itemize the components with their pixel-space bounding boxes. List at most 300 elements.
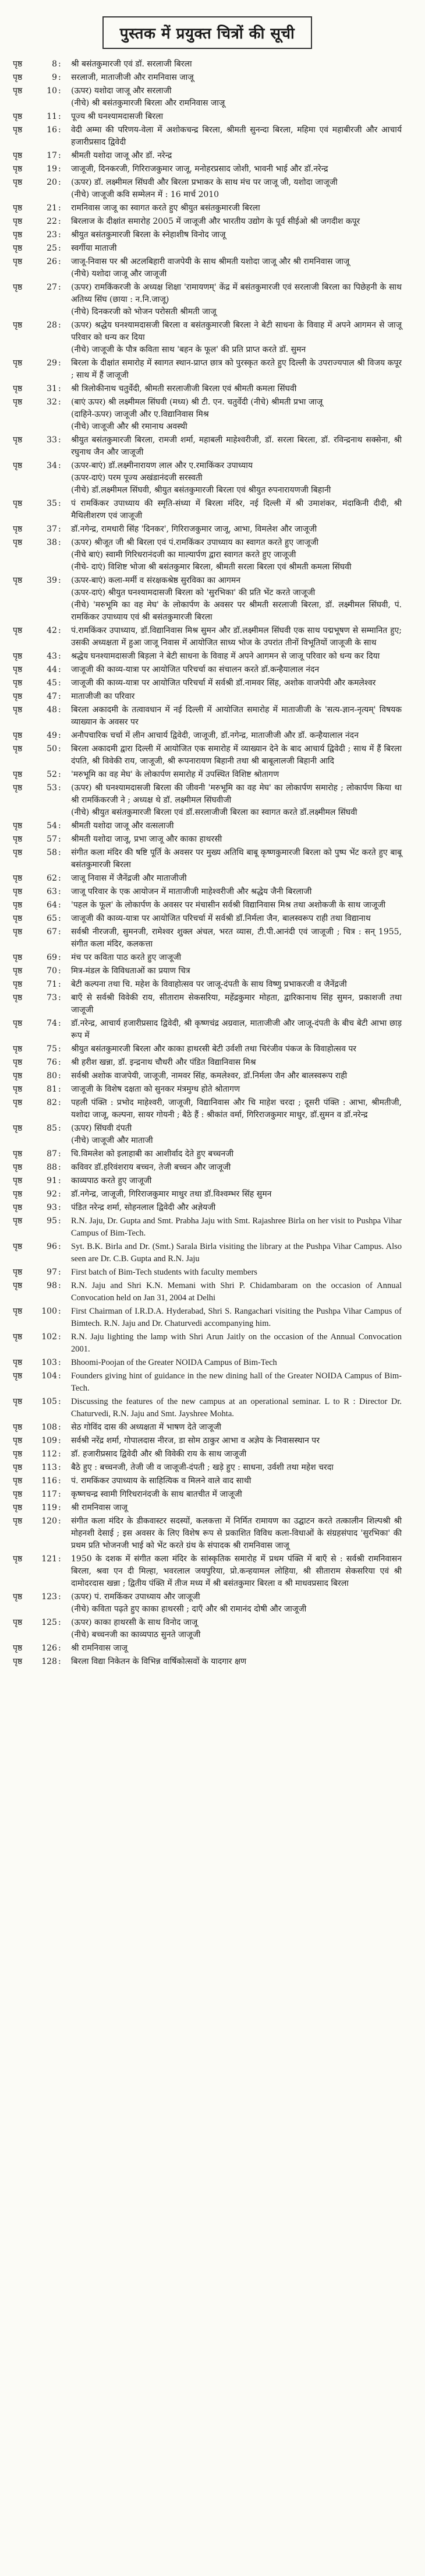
page-ref (13, 992, 71, 1004)
page-number: 104 (41, 1371, 57, 1381)
page-number: 113 (41, 1463, 57, 1472)
caption (71, 979, 402, 991)
page-word: पृष्ठ (13, 665, 23, 674)
page-number: 71 (47, 980, 57, 989)
page-ref (13, 1396, 71, 1408)
page-number: 69 (47, 953, 57, 962)
caption-line: चि.विमलेश को इलाहाबी का आशीर्वाद देते हुए बच्चनजी (71, 1149, 234, 1159)
page-word: पृष्ठ (13, 1190, 23, 1199)
page-word: पृष्ठ (13, 1371, 23, 1381)
page-number: 25 (47, 244, 57, 253)
list-item (13, 820, 402, 832)
separator: : (58, 900, 61, 910)
page-ref (13, 677, 71, 689)
page-number: 16 (47, 125, 57, 135)
list-item (13, 281, 402, 318)
page-ref (13, 1018, 71, 1030)
caption (71, 926, 402, 951)
list-item (13, 202, 402, 214)
caption (71, 730, 402, 742)
page-number: 52 (47, 770, 57, 779)
list-item (13, 872, 402, 885)
separator: : (58, 1657, 61, 1666)
caption-line: माताजीजी का परिवार (71, 692, 135, 701)
page-ref (13, 383, 71, 395)
page-title: पुस्तक में प्रयुक्त चित्रों की सूची (102, 16, 312, 49)
caption (71, 177, 402, 201)
page-number: 26 (47, 257, 57, 266)
caption (71, 1018, 402, 1042)
caption-line: 'मरुभूमि का वह मेघ' के लोकार्पण समारोह में उपस्थित विशिष्ट श्रोतागण (71, 770, 279, 779)
caption-line: वेदी अम्मा की परिणय-वेला में अशोकचन्द्र बिरला, श्रीमती सुनन्दा बिरला, महिमा एवं महाबीरजी और आचार्य हजारीप्रसाद द्विवेदी (71, 125, 402, 147)
page-ref (13, 163, 71, 175)
separator: : (58, 435, 61, 445)
page-number: 95 (47, 1216, 57, 1226)
list-item (13, 1396, 402, 1420)
page-word: पृष्ठ (13, 848, 23, 857)
page-ref (13, 743, 71, 755)
caption (71, 1331, 402, 1356)
list-item (13, 383, 402, 395)
list-item (13, 886, 402, 898)
separator: : (58, 874, 61, 883)
page-number: 81 (47, 1085, 57, 1094)
page-ref (13, 1305, 71, 1318)
caption-line: R.N. Jaju, Dr. Gupta and Smt. Prabha Jaju with Smt. Rajashree Birla on her visit to Pushpa Vihar Campus of Bim-Tech. (71, 1216, 402, 1238)
caption (71, 1502, 402, 1514)
page-ref (13, 72, 71, 84)
caption-line: जाजू-निवास पर श्री अटलबिहारी वाजपेयी के साथ श्रीमती यशोदा जाजू और श्री रामनिवास जाजू (71, 257, 350, 266)
page-number: 8 (52, 59, 57, 69)
caption (71, 1305, 402, 1330)
caption (71, 1057, 402, 1069)
caption (71, 1215, 402, 1240)
separator: : (58, 1124, 61, 1133)
page-ref (13, 1488, 71, 1501)
page-word: पृष्ठ (13, 217, 23, 226)
caption (71, 1097, 402, 1121)
page-number: 76 (47, 1058, 57, 1067)
page-number: 96 (47, 1242, 57, 1251)
page-word: पृष्ठ (13, 499, 23, 508)
caption-line: श्रीयुत बसंतकुमारजी बिरला, रामजी शर्मा, महाबली माहेश्वरीजी, डॉ. सरला बिरला, डॉ. रविन्द्रनाथ सक्सेना, श्री रघुनाथ जैन और जाजूजी (71, 435, 402, 457)
page-number: 126 (41, 1644, 57, 1653)
page-word: पृष्ठ (13, 1490, 23, 1499)
page-number: 64 (47, 900, 57, 910)
page-word: पृष्ठ (13, 980, 23, 989)
page-number: 116 (41, 1476, 57, 1486)
page-word: पृष्ठ (13, 900, 23, 910)
list-item (13, 847, 402, 871)
separator: : (58, 59, 61, 69)
caption (71, 383, 402, 395)
caption (71, 58, 402, 71)
list-item (13, 1370, 402, 1395)
list-item (13, 523, 402, 536)
separator: : (58, 835, 61, 844)
caption-line: Bhoomi-Poojan of the Greater NOIDA Campus of Bim-Tech (71, 1358, 277, 1367)
page-number: 62 (47, 874, 57, 883)
list-item (13, 357, 402, 382)
list-item (13, 1462, 402, 1474)
page-ref (13, 1122, 71, 1135)
caption-line: श्रीमती यशोदा जाजू और डॉ. नरेन्द्र (71, 151, 172, 160)
caption-line: Syt. B.K. Birla and Dr. (Smt.) Sarala Birla visiting the library at the Pushpa Vihar Campus. Also seen are Dr. C.B. Gupta and R.N. Jaju (71, 1242, 402, 1264)
separator: : (58, 1203, 61, 1212)
list-item (13, 1553, 402, 1590)
separator: : (58, 1044, 61, 1054)
page-ref (13, 730, 71, 742)
caption (71, 1241, 402, 1265)
page-word: पृष्ठ (13, 86, 23, 96)
caption (71, 1280, 402, 1304)
caption (71, 150, 402, 162)
page-word: पृष्ठ (13, 1554, 23, 1564)
page-number: 88 (47, 1163, 57, 1172)
page-number: 27 (47, 283, 57, 292)
page-word: पृष्ठ (13, 1019, 23, 1028)
list-item (13, 1070, 402, 1082)
caption (71, 704, 402, 729)
caption (71, 1435, 402, 1447)
caption (71, 1656, 402, 1668)
list-item (13, 1305, 402, 1330)
page-number: 57 (47, 835, 57, 844)
caption (71, 820, 402, 832)
caption (71, 992, 402, 1016)
separator: : (58, 914, 61, 923)
page-number: 87 (47, 1149, 57, 1159)
caption-line: (नीचे) जाजूजी और माताजी (71, 1136, 153, 1145)
separator: : (58, 538, 61, 547)
page-number: 121 (41, 1554, 57, 1564)
caption (71, 396, 402, 433)
caption (71, 913, 402, 925)
caption (71, 743, 402, 768)
caption-line: जाजूजी की काव्य-यात्रा पर आयोजित परिचर्चा में सर्वश्री डॉ.निर्मला जैन, बालस्वरूप राही तथा विद्यानाथ (71, 914, 371, 923)
page-number: 123 (41, 1592, 57, 1602)
page-number: 47 (47, 692, 57, 701)
separator: : (58, 1397, 61, 1406)
page-number: 73 (47, 993, 57, 1002)
list-item (13, 1448, 402, 1461)
caption-line: बैठे हुए : बच्चनजी, तेजी जी व जाजूजी-दंपती ; खड़े हुए : साधना, उर्वशी तथा महेश चरदा (71, 1463, 334, 1472)
list-item (13, 111, 402, 123)
list-item (13, 242, 402, 255)
page-word: पृष्ठ (13, 576, 23, 585)
caption-line: (ऊपर) सिंघवी दंपती (71, 1124, 132, 1133)
caption-line: (ऊपर) श्रीजूत जी श्री बिरला एवं पं.रामकिंकर उपाध्याय का स्वागत करते हुए जाजूजी (71, 538, 318, 547)
caption-line: R.N. Jaju lighting the lamp with Shri Arun Jaitly on the occasion of the Annual Convocation 2001. (71, 1332, 402, 1354)
list-item (13, 434, 402, 459)
caption-line: First batch of Bim-Tech students with faculty members (71, 1268, 257, 1277)
separator: : (58, 1476, 61, 1486)
page-ref (13, 202, 71, 214)
separator: : (58, 86, 61, 96)
separator: : (58, 821, 61, 830)
list-item (13, 1357, 402, 1369)
page-word: पृष्ठ (13, 744, 23, 754)
list-item (13, 1421, 402, 1434)
page-ref (13, 537, 71, 549)
caption-line: जाजूजी के विशेष दक्षता को सुनकर मंत्रमुग्ध होते श्रोतागण (71, 1085, 240, 1094)
page-number: 75 (47, 1044, 57, 1054)
caption-line: बिरला विद्या निकेतन के विभिन्न वार्षिकोत्सवों के यादगार क्षण (71, 1657, 247, 1666)
list-item (13, 256, 402, 280)
caption-line: (नीचे) 'मरुभूमि का वह मेघ' के लोकार्पण के अवसर पर श्रीमती सरलाजी बिरला, डॉ. लक्ष्मीमल सिंघवी, पं. रामकिंकर उपाध्याय एवं श्री बसंतकुमारजी बिरला (71, 600, 402, 622)
caption-line: बिरला अकादमी द्वारा दिल्ली में आयोजित एक समारोह में व्याख्यान देने के बाद आचार्य द्विवेदी ; साथ में हैं बिरला दंपति, श्री विवेकी राय, जाजूजी, श्री रूपनारायण बिहानी तथा श्री बाबूलालजी बिहानी आदि (71, 744, 402, 766)
page-ref (13, 523, 71, 536)
caption-line: रामनिवास जाजू का स्वागत करते हुए श्रीयुत बसंतकुमारजी बिरला (71, 203, 260, 213)
page-word: पृष्ठ (13, 1332, 23, 1342)
caption (71, 1617, 402, 1641)
page-word: पृष्ठ (13, 1281, 23, 1290)
page-word: पृष्ठ (13, 321, 23, 330)
caption-line: डॉ.नगेन्द्र, जाजूजी, गिरिराजकुमार माथुर तथा डॉ.विश्वम्भर सिंह सुमन (71, 1190, 272, 1199)
page-word: पृष्ठ (13, 1644, 23, 1653)
caption-line: सर्वश्री नरेंद्र शर्मा, गोपालदास नीरज, डा सोम ठाकुर आभा व अज्ञेय के निवासस्थान पर (71, 1436, 320, 1445)
caption-line: जाजू परिवार के एक आयोजन में माताजीजी माहेश्वरीजी और श्रद्धेय जैनी बिरलाजी (71, 887, 312, 896)
caption-line: पं. रामकिंकर उपाध्याय के साहित्यिक व मिलने वाले वाद साथी (71, 1476, 252, 1486)
page-ref (13, 1553, 71, 1565)
page-ref (13, 242, 71, 255)
caption (71, 1370, 402, 1395)
separator: : (58, 384, 61, 393)
page-word: पृष्ठ (13, 678, 23, 688)
caption-line: कृष्णचन्द्र स्वामी गिरिधरानंदजी के साथ बातचीत में जाजूजी (71, 1490, 242, 1499)
page-ref (13, 782, 71, 794)
separator: : (58, 1190, 61, 1199)
caption-line: (बाएं ऊपर) श्री लक्ष्मीमल सिंघवी (मध्य) श्री टी. एन. चतुर्वेदी (नीचे) श्रीमती प्रभा जाजू (71, 397, 323, 407)
caption-line: बेटी कल्पना तथा चि. महेश के विवाहोत्सव पर जाजू-दंपती के साथ विष्णु प्रभाकरजी व जैनेंद्रजी (71, 980, 347, 989)
page-number: 128 (41, 1657, 57, 1666)
page-word: पृष्ठ (13, 112, 23, 121)
page-number: 38 (47, 538, 57, 547)
page-word: पृष्ठ (13, 1476, 23, 1486)
list-item (13, 992, 402, 1016)
caption (71, 1553, 402, 1590)
list-item (13, 913, 402, 925)
separator: : (58, 770, 61, 779)
page-ref (13, 111, 71, 123)
list-item (13, 537, 402, 573)
separator: : (58, 1516, 61, 1526)
page-ref (13, 58, 71, 71)
page-ref (13, 1421, 71, 1434)
page-ref (13, 664, 71, 676)
caption-line: (ऊपर) श्री घनश्यामदासजी बिरला की जीवनी 'मरुभूमि का वह मेघ' का लोकार्पण समारोह ; लोकार्पण किया था श्री रामकिंकरजी ने ; अध्यक्ष थे डॉ. लक्ष्मीमल सिंघवीजी (71, 783, 402, 805)
page-word: पृष्ठ (13, 397, 23, 407)
caption (71, 1396, 402, 1420)
page-ref (13, 150, 71, 162)
caption (71, 460, 402, 497)
separator: : (58, 73, 61, 82)
page-ref (13, 1617, 71, 1629)
page-number: 98 (47, 1281, 57, 1290)
page-word: पृष्ठ (13, 731, 23, 740)
page-word: पृष्ठ (13, 1397, 23, 1406)
page-ref (13, 833, 71, 846)
caption-line: 1950 के दशक में संगीत कला मंदिर के सांस्कृतिक समारोह में प्रथम पंक्ति में बाएँ से : सर्वश्री रामनिवासन बिरला, श्रवा एन दी मिल्हा, भवरलाल जयपुरिया, प्रो.कन्हयामल लोहिया, श्री सीताराम सेकसरिया एवं श्री दामोदरदास खन्ना ; द्वितीय पंक्ति में तीज मध्य में श्री बसंतकुमार बिरला व श्री माधवप्रसाद बिरला (71, 1554, 402, 1588)
list-item (13, 926, 402, 951)
list-item (13, 498, 402, 522)
page-number: 28 (47, 321, 57, 330)
caption-line: बिरला अकादमी के तत्वावधान में नई दिल्ली में आयोजित समारोह में माताजीजी के 'सत्य-ज्ञान-नृत्यम्' विषयक व्याख्यान के अवसर पर (71, 705, 402, 727)
page-number: 32 (47, 397, 57, 407)
caption-line: (नीचे- दाएं) विशिष्ट भोजा श्री बसंतकुमार बिरला, श्रीमती सरला बिरला एवं श्रीमती कमला सिंघवी (71, 562, 352, 572)
separator: : (58, 1149, 61, 1159)
separator: : (58, 980, 61, 989)
separator: : (58, 1242, 61, 1251)
separator: : (58, 230, 61, 240)
page-number: 42 (47, 626, 57, 635)
list-item (13, 460, 402, 497)
page-number: 108 (41, 1423, 57, 1432)
list-item (13, 833, 402, 846)
separator: : (58, 744, 61, 754)
list-item (13, 1057, 402, 1069)
separator: : (58, 1098, 61, 1107)
page-number: 9 (52, 73, 57, 82)
page-ref (13, 847, 71, 859)
separator: : (58, 1281, 61, 1290)
list-item (13, 1162, 402, 1174)
list-item (13, 1515, 402, 1552)
caption-line: (ऊपर-दाएं) परम पूज्य अखंडानंदजी सरस्वती (71, 473, 203, 483)
page-number: 22 (47, 217, 57, 226)
page-word: पृष्ठ (13, 358, 23, 368)
list-item (13, 1502, 402, 1514)
list-item (13, 965, 402, 977)
page-word: पृष्ठ (13, 1163, 23, 1172)
separator: : (58, 1554, 61, 1564)
caption-line: (दाहिने-ऊपर) जाजूजी और ए.विद्यानिवास मिश्र (71, 410, 209, 419)
page-ref (13, 434, 71, 446)
caption-line: काव्यपाठ करते हुए जाजूजी (71, 1176, 152, 1185)
illustrations-list (13, 58, 402, 1668)
separator: : (58, 692, 61, 701)
page-ref (13, 1642, 71, 1655)
separator: : (58, 1307, 61, 1316)
caption-line: First Chairman of I.R.D.A. Hyderabad, Shri S. Rangachari visiting the Pushpa Vihar Campus of Bimtech. R.N. Jaju and Dr. Chaturvedi accompanying him. (71, 1307, 402, 1328)
caption (71, 575, 402, 624)
page-word: पृष्ठ (13, 1176, 23, 1185)
page-word: पृष्ठ (13, 1071, 23, 1081)
list-item (13, 1083, 402, 1096)
list-item (13, 1148, 402, 1160)
caption-line: (ऊपर) श्रद्धेय घनश्यामदासजी बिरला व बसंतकुमारजी बिरला ने बेटी साधना के विवाह में अपने आगमन से जाजू परिवार को धन्य कर दिया (71, 321, 402, 342)
page-number: 21 (47, 203, 57, 213)
caption (71, 1083, 402, 1096)
caption (71, 899, 402, 912)
caption (71, 1175, 402, 1187)
caption-line: जाजूजी की काव्य-यात्रा पर आयोजित परिचर्चा का संचालन करते डॉ.कन्हैयालाल नंदन (71, 665, 320, 674)
caption-line: (ऊपर) पं. रामकिंकर उपाध्याय और जाजूजी (71, 1592, 200, 1602)
separator: : (58, 927, 61, 937)
list-item (13, 1642, 402, 1655)
page-word: पृष्ठ (13, 1463, 23, 1472)
page-number: 103 (41, 1358, 57, 1367)
caption-line: मित्र-मंडल के विविधताओं का प्रयाण चित्र (71, 966, 190, 976)
list-item (13, 124, 402, 149)
caption-line: जाजूजी की काव्य-यात्रा पर आयोजित परिचर्चा में सर्वश्री डॉ.नामवर सिंह, अशोक वाजपेयी और कमलेश्वर (71, 678, 376, 688)
page-number: 117 (41, 1490, 57, 1499)
separator: : (58, 1503, 61, 1512)
caption (71, 1162, 402, 1174)
caption-line: (नीचे) श्री बसंतकुमारजी बिरला और रामनिवास जाजू (71, 98, 225, 108)
page-word: पृष्ठ (13, 626, 23, 635)
separator: : (58, 705, 61, 715)
caption (71, 650, 402, 663)
list-item (13, 1266, 402, 1279)
page-number: 67 (47, 927, 57, 937)
page-number: 23 (47, 230, 57, 240)
page-word: पृष्ठ (13, 953, 23, 962)
separator: : (58, 151, 61, 160)
list-item (13, 677, 402, 689)
caption-line: Discussing the features of the new campus at an operational seminar. L to R : Director Dr. Chaturvedi, R.N. Jaju and Smt. Jayshree Mohta. (71, 1397, 402, 1419)
page-ref (13, 85, 71, 97)
list-item (13, 1475, 402, 1487)
caption (71, 1475, 402, 1487)
page-word: पृष्ठ (13, 538, 23, 547)
page-number: 19 (47, 164, 57, 174)
page-ref (13, 704, 71, 716)
list-item (13, 979, 402, 991)
page-number: 119 (41, 1503, 57, 1512)
separator: : (58, 112, 61, 121)
list-item (13, 1122, 402, 1147)
page-word: पृष्ठ (13, 874, 23, 883)
page-word: पृष्ठ (13, 1124, 23, 1133)
list-item (13, 650, 402, 663)
list-item (13, 575, 402, 624)
page-word: पृष्ठ (13, 1085, 23, 1094)
caption-line: (नीचे) बच्चनजी का काव्यपाठ सुनते जाजूजी (71, 1630, 201, 1639)
caption (71, 847, 402, 871)
caption-line: अनौपचारिक चर्चा में लीन आचार्य द्विवेदी, जाजूजी, डॉ.नगेन्द्र, माताजीजी और डॉ. कन्हैयालाल नंदन (71, 731, 359, 740)
separator: : (58, 1358, 61, 1367)
caption (71, 664, 402, 676)
page-word: पृष्ठ (13, 835, 23, 844)
page-ref (13, 926, 71, 938)
page-ref (13, 256, 71, 268)
page-number: 50 (47, 744, 57, 754)
caption-line: (ऊपर) यशोदा जाजू और सरलाजी (71, 86, 172, 96)
list-item (13, 730, 402, 742)
page-ref (13, 1515, 71, 1528)
page-ref (13, 229, 71, 241)
list-item (13, 899, 402, 912)
page-word: पृष्ठ (13, 1149, 23, 1159)
caption (71, 1266, 402, 1279)
separator: : (58, 1176, 61, 1185)
separator: : (58, 966, 61, 976)
page-number: 74 (47, 1019, 57, 1028)
caption (71, 691, 402, 703)
list-item (13, 1241, 402, 1265)
list-item (13, 150, 402, 162)
page-word: पृष्ठ (13, 151, 23, 160)
caption (71, 319, 402, 356)
page-ref (13, 319, 71, 332)
list-item (13, 743, 402, 768)
separator: : (58, 887, 61, 896)
page-number: 49 (47, 731, 57, 740)
page-ref (13, 1266, 71, 1279)
separator: : (58, 1423, 61, 1432)
caption-line: पं रामकिंकर उपाध्याय की स्मृति-संध्या में बिरला मंदिर, नई दिल्ली में श्री उमाशंकर, मंदाकिनी दीदी, श्री मैथिलीशरण एवं जाजूजी (71, 499, 402, 520)
